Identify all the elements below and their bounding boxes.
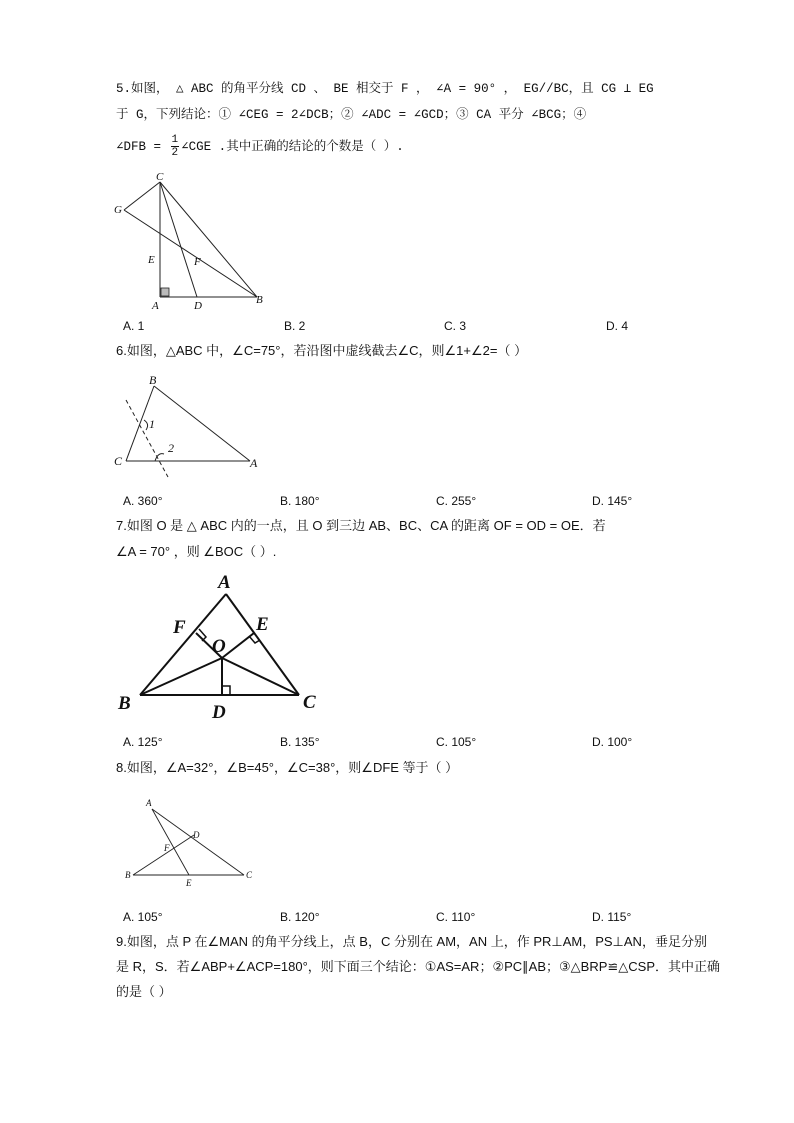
q7-label-D: D xyxy=(212,702,226,723)
q5-label-B: B xyxy=(256,294,263,306)
q6-option-a[interactable]: A. 360° xyxy=(123,494,163,508)
q7-label-B: B xyxy=(118,693,131,714)
q5-line3-post: ∠CGE .其中正确的结论的个数是（ ）. xyxy=(181,139,404,154)
q8-stem-line-1: 8.如图，∠A=32°，∠B=45°，∠C=38°，则∠DFE 等于（ ） xyxy=(116,760,459,775)
q8-label-E: E xyxy=(186,878,192,888)
q8-line-AC xyxy=(152,809,244,875)
q6-option-b[interactable]: B. 180° xyxy=(280,494,320,508)
q5-label-G: G xyxy=(114,204,122,216)
q6-option-c[interactable]: C. 255° xyxy=(436,494,477,508)
q7-option-a[interactable]: A. 125° xyxy=(123,735,163,749)
q9-stem-line-2: 是 R，S．若∠ABP+∠ACP=180°，则下面三个结论：①AS=AR；②PC∥AB；③△BRP≌△CSP．其中正确 xyxy=(116,959,720,974)
q8-option-a[interactable]: A. 105° xyxy=(123,910,163,924)
q5-label-A: A xyxy=(152,300,159,312)
q8-label-C: C xyxy=(246,870,253,880)
q7-option-d[interactable]: D. 100° xyxy=(592,735,633,749)
q5-option-d[interactable]: D. 4 xyxy=(606,319,629,333)
q7-option-c[interactable]: C. 105° xyxy=(436,735,477,749)
q8-label-A: A xyxy=(146,798,152,808)
q7-label-O: O xyxy=(212,636,226,657)
q7-stem-line-2: ∠A = 70° ，则 ∠BOC（ ）. xyxy=(116,544,277,559)
q5-label-D: D xyxy=(194,300,202,312)
q5-stem-line-1: 5.如图， △ ABC 的角平分线 CD 、 BE 相交于 F ， ∠A = 90° ， EG//BC，且 CG ⊥ EG xyxy=(116,82,654,96)
q7-label-F: F xyxy=(173,617,186,638)
q7-label-A: A xyxy=(218,572,231,593)
q7-label-C: C xyxy=(303,692,316,713)
q8-line-BD xyxy=(133,835,194,875)
q8-label-F: F xyxy=(164,843,170,853)
q6-label-angle-2: 2 xyxy=(168,441,174,455)
q7-option-b[interactable]: B. 135° xyxy=(280,735,320,749)
q6-option-d[interactable]: D. 145° xyxy=(592,494,633,508)
q5-label-E: E xyxy=(148,254,155,266)
q6-label-A: A xyxy=(250,456,258,470)
q5-option-a[interactable]: A. 1 xyxy=(123,319,145,333)
q7-label-E: E xyxy=(256,614,269,635)
q8-label-B: B xyxy=(125,870,131,880)
q5-fraction-numerator: 1 xyxy=(171,134,179,146)
q9-stem-line-3: 的是（ ） xyxy=(116,984,172,999)
q8-option-c[interactable]: C. 110° xyxy=(436,910,476,924)
q5-stem-line-2: 于 G，下列结论：① ∠CEG = 2∠DCB；② ∠ADC = ∠GCD；③ CA 平分 ∠BCG；④ xyxy=(116,108,587,122)
q5-fraction-denominator: 2 xyxy=(171,147,179,159)
q6-label-B: B xyxy=(149,373,157,387)
q6-label-angle-1: 1 xyxy=(149,417,155,431)
q5-label-F: F xyxy=(194,256,201,268)
q5-option-b[interactable]: B. 2 xyxy=(284,319,306,333)
q8-option-d[interactable]: D. 115° xyxy=(592,910,632,924)
q5-option-c[interactable]: C. 3 xyxy=(444,319,467,333)
q6-stem-line-1: 6.如图，△ABC 中，∠C=75°，若沿图中虚线截去∠C，则∠1+∠2=（ ） xyxy=(116,343,528,358)
q8-label-D: D xyxy=(193,830,200,840)
q7-stem-line-1: 7.如图 O 是 △ ABC 内的一点，且 O 到三边 AB、BC、CA 的距离 OF = OD = OE．若 xyxy=(116,518,606,533)
q9-stem-line-1: 9.如图，点 P 在∠MAN 的角平分线上，点 B，C 分别在 AM，AN 上，作 PR⊥AM，PS⊥AN，垂足分别 xyxy=(116,934,707,949)
q6-label-C: C xyxy=(114,454,123,468)
q8-option-b[interactable]: B. 120° xyxy=(280,910,320,924)
q5-line3-pre: ∠DFB = xyxy=(116,139,169,154)
q5-label-C: C xyxy=(156,171,164,183)
